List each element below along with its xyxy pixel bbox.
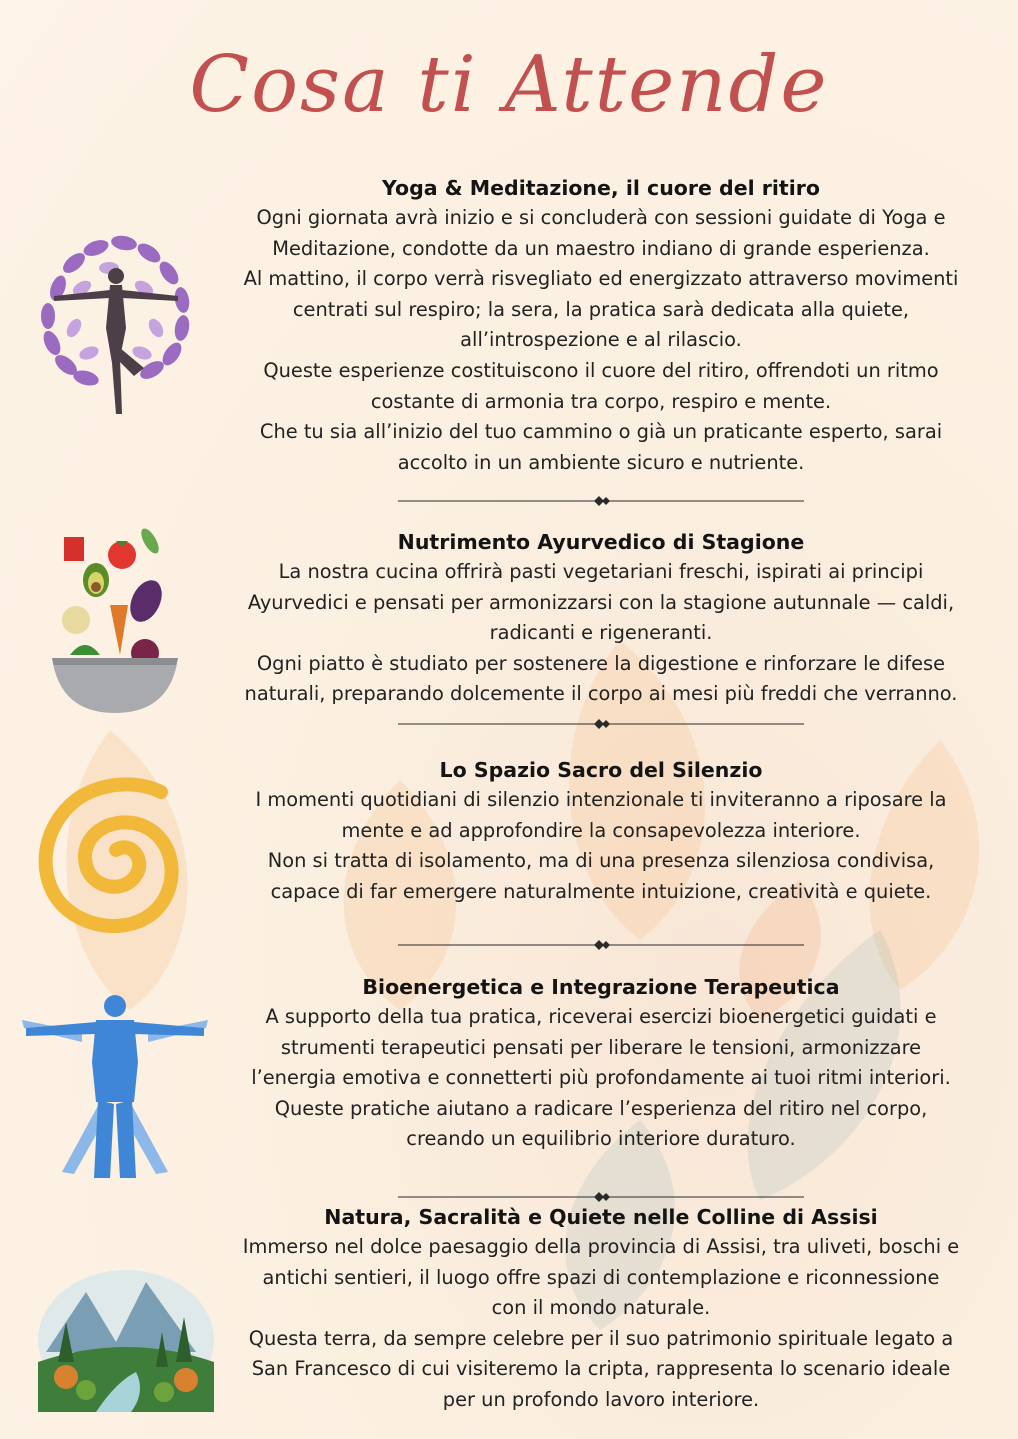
section-line: Non si tratta di isolamento, ma di una presenza silenziosa condivisa, bbox=[267, 849, 935, 873]
section-line: creando un equilibrio interiore duraturo. bbox=[406, 1127, 796, 1151]
section-line: Meditazione, condotte da un maestro indiano di grande esperienza. bbox=[272, 236, 930, 260]
section-divider bbox=[398, 938, 804, 952]
section-nutrition bbox=[218, 527, 984, 710]
section-line: naturali, preparando dolcemente il corpo ai mesi più freddi che verranno. bbox=[244, 682, 958, 706]
section-line: Queste esperienze costituiscono il cuore del ritiro, offrendoti un ritmo bbox=[263, 358, 939, 382]
section-line: Ayurvedici e pensati per armonizzarsi con la stagione autunnale — caldi, bbox=[247, 590, 955, 614]
vegetable-bowl-icon bbox=[50, 525, 180, 715]
section-line: per un profondo lavoro interiore. bbox=[442, 1387, 760, 1411]
section-heading: Lo Spazio Sacro del Silenzio bbox=[439, 758, 763, 782]
section-heading: Nutrimento Ayurvedico di Stagione bbox=[397, 530, 805, 554]
section-line: mente e ad approfondire la consapevolezza interiore. bbox=[341, 818, 861, 842]
spiral-icon bbox=[36, 770, 196, 940]
section-line: Ogni piatto è studiato per sostenere la digestione e rinforzare le difese bbox=[256, 651, 946, 675]
section-heading: Yoga & Meditazione, il cuore del ritiro bbox=[382, 176, 820, 200]
section-line: centrati sul respiro; la sera, la pratica sarà dedicata alla quiete, bbox=[292, 297, 910, 321]
section-line: Questa terra, da sempre celebre per il suo patrimonio spirituale legato a bbox=[248, 1326, 954, 1350]
section-line: La nostra cucina offrirà pasti vegetariani freschi, ispirati ai principi bbox=[278, 560, 924, 583]
section-line: l’energia emotiva e connetterti più profondamente ai tuoi ritmi interiori. bbox=[251, 1066, 951, 1090]
section-yoga bbox=[218, 173, 984, 478]
section-line: Queste pratiche aiutano a radicare l’esperienza del ritiro nel corpo, bbox=[274, 1096, 928, 1120]
section-nature bbox=[218, 1202, 984, 1416]
section-line: Immerso nel dolce paesaggio della provincia di Assisi, tra uliveti, boschi e bbox=[242, 1235, 960, 1258]
page-title: Cosa ti Attende bbox=[189, 40, 829, 130]
section-line: I momenti quotidiani di silenzio intenzionale ti inviteranno a riposare la bbox=[255, 788, 947, 811]
section-divider bbox=[398, 494, 804, 508]
section-line: A supporto della tua pratica, riceverai esercizi bioenergetici guidati e bbox=[265, 1005, 937, 1028]
section-bioenergetics bbox=[218, 972, 984, 1155]
section-line: Ogni giornata avrà inizio e si concluderà con sessioni guidate di Yoga e bbox=[256, 206, 946, 229]
section-line: costante di armonia tra corpo, respiro e mente. bbox=[370, 389, 832, 413]
section-line: strumenti terapeutici pensati per liberare le tensioni, armonizzare bbox=[280, 1035, 922, 1059]
section-line: Che tu sia all’inizio del tuo cammino o già un praticante esperto, sarai bbox=[259, 420, 943, 444]
yoga-tree-icon bbox=[34, 228, 196, 418]
section-line: all’introspezione e al rilascio. bbox=[460, 328, 742, 352]
section-heading: Bioenergetica e Integrazione Terapeutica bbox=[362, 975, 840, 999]
section-line: San Francesco di cui visiteremo la cripta, rappresenta lo scenario ideale bbox=[251, 1357, 951, 1381]
section-line: antichi sentieri, il luogo offre spazi di contemplazione e riconnessione bbox=[262, 1265, 940, 1289]
section-line: con il mondo naturale. bbox=[491, 1296, 711, 1320]
section-line: accolto in un ambiente sicuro e nutriente. bbox=[397, 450, 805, 474]
section-line: radicanti e rigeneranti. bbox=[489, 621, 713, 645]
section-line: capace di far emergere naturalmente intuizione, creatività e quiete. bbox=[270, 879, 932, 903]
section-heading: Natura, Sacralità e Quiete nelle Colline di Assisi bbox=[324, 1205, 878, 1229]
section-divider bbox=[398, 717, 804, 731]
human-figure-icon bbox=[22, 992, 208, 1182]
section-silence bbox=[218, 755, 984, 907]
landscape-icon bbox=[36, 1262, 216, 1412]
section-line: Al mattino, il corpo verrà risvegliato ed energizzato attraverso movimenti bbox=[243, 267, 959, 291]
